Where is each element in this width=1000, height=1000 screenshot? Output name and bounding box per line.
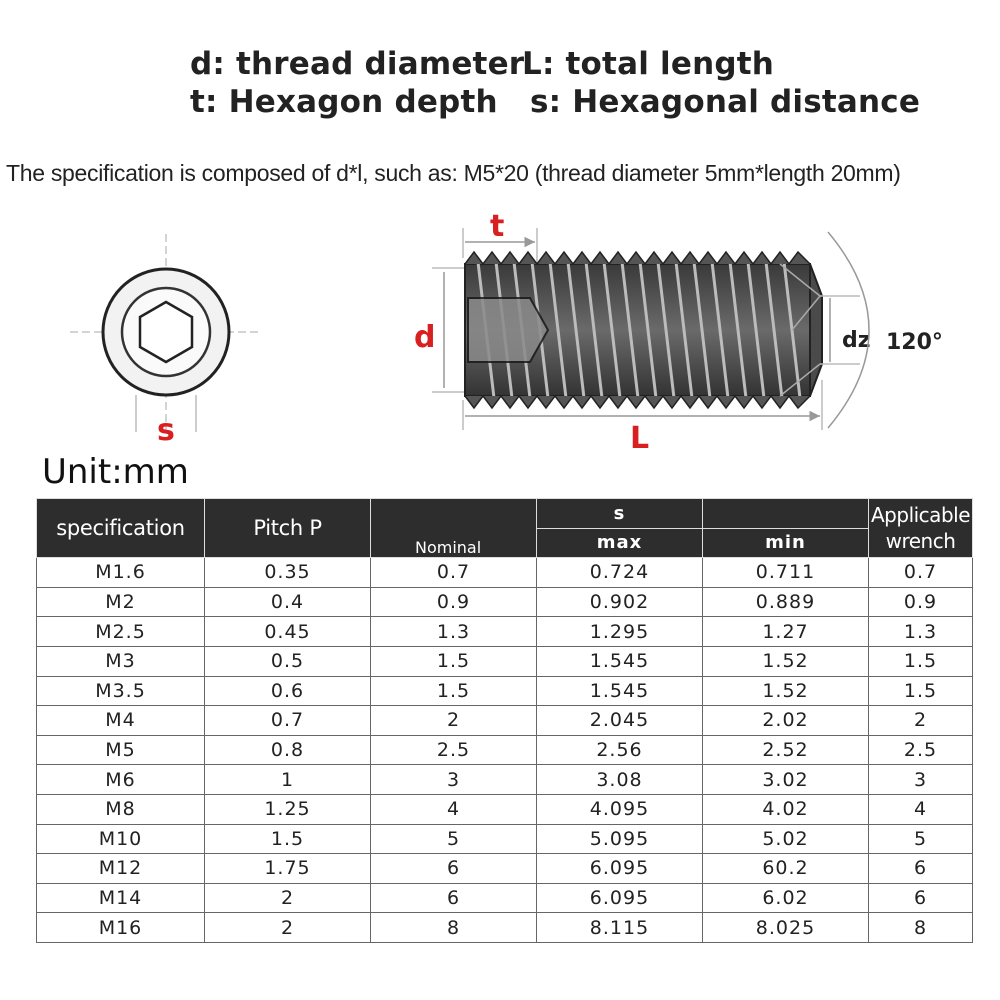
cell-max: 2.045: [537, 706, 703, 736]
cell-min: 3.02: [703, 765, 869, 795]
spec-table: [36, 498, 973, 943]
table-row: [37, 913, 973, 943]
cell-wrench: 4: [869, 794, 973, 824]
cell-wrench: 5: [869, 824, 973, 854]
cell-pitch: 0.7: [205, 706, 371, 736]
cell-spec: M6: [37, 765, 205, 795]
cell-wrench: 1.5: [869, 676, 973, 706]
cell-spec: M3: [37, 646, 205, 676]
cell-spec: M5: [37, 735, 205, 765]
table-row: [37, 646, 973, 676]
cell-nominal: 0.7: [371, 558, 537, 588]
cell-min: 0.711: [703, 558, 869, 588]
cell-max: 1.545: [537, 646, 703, 676]
cell-pitch: 0.8: [205, 735, 371, 765]
cell-max: 0.902: [537, 587, 703, 617]
cell-wrench: 1.5: [869, 646, 973, 676]
cell-pitch: 0.6: [205, 676, 371, 706]
cell-min: 2.02: [703, 706, 869, 736]
cell-spec: M2.5: [37, 617, 205, 647]
cell-max: 1.295: [537, 617, 703, 647]
cell-wrench: 6: [869, 883, 973, 913]
legend-t: t: Hexagon depth: [190, 84, 498, 120]
cell-spec: M12: [37, 854, 205, 884]
d-label: d: [414, 320, 436, 355]
cell-spec: M8: [37, 794, 205, 824]
unit-label: Unit:mm: [42, 452, 189, 492]
table-row: [37, 706, 973, 736]
cell-max: 3.08: [537, 765, 703, 795]
header-pitch: Pitch P: [205, 499, 371, 558]
header-min: min: [703, 528, 869, 558]
cell-wrench: 0.9: [869, 587, 973, 617]
table-row: [37, 824, 973, 854]
cell-wrench: 6: [869, 854, 973, 884]
cell-pitch: 2: [205, 883, 371, 913]
cell-wrench: 3: [869, 765, 973, 795]
cell-nominal: 6: [371, 883, 537, 913]
table-row: [37, 558, 973, 588]
cell-min: 6.02: [703, 883, 869, 913]
cell-nominal: 3: [371, 765, 537, 795]
table-row: [37, 765, 973, 795]
cell-min: 1.52: [703, 676, 869, 706]
table-row: [37, 676, 973, 706]
table-row: [37, 735, 973, 765]
angle-label: 120°: [886, 330, 943, 355]
table-row: [37, 617, 973, 647]
cell-min: 8.025: [703, 913, 869, 943]
legend-s: s: Hexagonal distance: [530, 84, 921, 120]
spec-table-body: [37, 558, 973, 943]
header-max: max: [537, 528, 703, 558]
cell-min: 1.27: [703, 617, 869, 647]
cell-min: 0.889: [703, 587, 869, 617]
header-nominal: Nominal: [371, 499, 537, 558]
cell-nominal: 6: [371, 854, 537, 884]
legend-L: L: total length: [522, 46, 775, 82]
cell-pitch: 0.5: [205, 646, 371, 676]
cell-max: 8.115: [537, 913, 703, 943]
cell-nominal: 1.5: [371, 676, 537, 706]
legend-d: d: thread diameter: [190, 46, 525, 82]
header-wrench: Applicable wrench: [869, 499, 973, 558]
spec-note: The specification is composed of d*l, such as: M5*20 (thread diameter 5mm*length 20mm): [6, 160, 901, 186]
cell-pitch: 1.5: [205, 824, 371, 854]
cell-min: 2.52: [703, 735, 869, 765]
cell-nominal: 8: [371, 913, 537, 943]
side-view: [414, 209, 943, 456]
cell-wrench: 2: [869, 706, 973, 736]
cell-nominal: 1.3: [371, 617, 537, 647]
cell-nominal: 5: [371, 824, 537, 854]
L-label: L: [630, 421, 650, 456]
cell-spec: M1.6: [37, 558, 205, 588]
table-row: [37, 794, 973, 824]
cell-max: 6.095: [537, 883, 703, 913]
table-row: [37, 854, 973, 884]
cell-pitch: 1: [205, 765, 371, 795]
cell-max: 6.095: [537, 854, 703, 884]
cell-max: 2.56: [537, 735, 703, 765]
cell-pitch: 1.75: [205, 854, 371, 884]
table-row: [37, 883, 973, 913]
cell-min: 1.52: [703, 646, 869, 676]
cell-max: 4.095: [537, 794, 703, 824]
table-row: [37, 587, 973, 617]
cell-wrench: 0.7: [869, 558, 973, 588]
cell-nominal: 4: [371, 794, 537, 824]
end-view: [70, 234, 258, 448]
header-blank: [703, 499, 869, 529]
cell-nominal: 0.9: [371, 587, 537, 617]
cell-nominal: 2: [371, 706, 537, 736]
cell-pitch: 2: [205, 913, 371, 943]
cell-wrench: 8: [869, 913, 973, 943]
cell-pitch: 0.35: [205, 558, 371, 588]
t-label: t: [490, 209, 505, 244]
cell-pitch: 0.45: [205, 617, 371, 647]
cell-spec: M10: [37, 824, 205, 854]
cell-spec: M14: [37, 883, 205, 913]
cell-spec: M16: [37, 913, 205, 943]
cell-pitch: 0.4: [205, 587, 371, 617]
cell-spec: M2: [37, 587, 205, 617]
cell-min: 5.02: [703, 824, 869, 854]
cell-max: 0.724: [537, 558, 703, 588]
cell-spec: M4: [37, 706, 205, 736]
cell-spec: M3.5: [37, 676, 205, 706]
cell-min: 60.2: [703, 854, 869, 884]
header-specification: specification: [37, 499, 205, 558]
cell-max: 5.095: [537, 824, 703, 854]
cell-nominal: 1.5: [371, 646, 537, 676]
cell-pitch: 1.25: [205, 794, 371, 824]
s-label: s: [157, 413, 175, 448]
dz-label: dz: [842, 328, 871, 353]
cell-min: 4.02: [703, 794, 869, 824]
cell-max: 1.545: [537, 676, 703, 706]
cell-wrench: 2.5: [869, 735, 973, 765]
cell-wrench: 1.3: [869, 617, 973, 647]
screw-diagram: [0, 0, 1000, 460]
cell-nominal: 2.5: [371, 735, 537, 765]
header-s: s: [537, 499, 703, 529]
